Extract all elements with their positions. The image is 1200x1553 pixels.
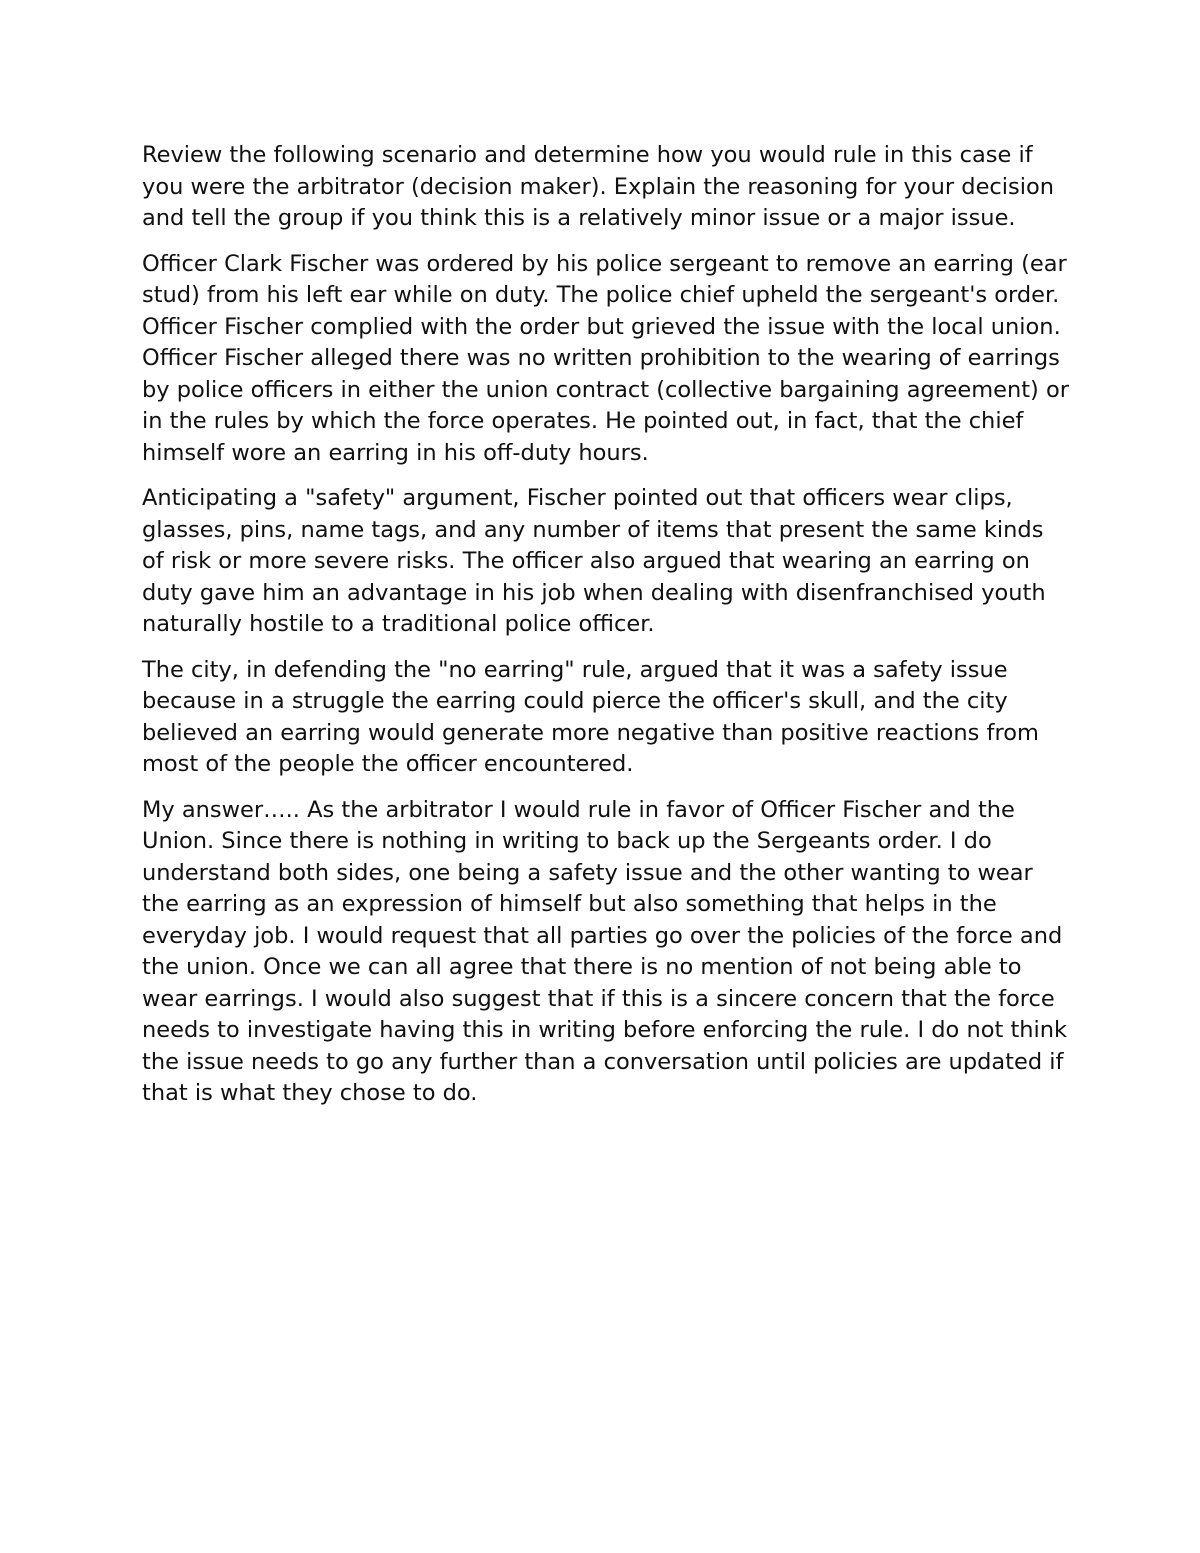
scenario-paragraph: Officer Clark Fischer was ordered by his police sergeant to remove an earring (ear stud) from his left ear while on duty. The police chief upheld the sergeant's order. Officer Fischer complied with the order but grieved the issue with the local union. Officer Fischer alleged there was no written prohibition to the wearing of earrings by police officers in either the union contract (collective bargaining agreement) or in the rules by which the force operates. He pointed out, in fact, that the chief himself wore an earring in his off-duty hours. bbox=[142, 250, 1070, 466]
city-argument-paragraph: The city, in defending the "no earring" rule, argued that it was a safety issue because in a struggle the earring could pierce the officer's skull, and the city believed an earring would generate more negative than positive reactions from most of the people the officer encountered. bbox=[142, 656, 1039, 777]
safety-argument-paragraph: Anticipating a "safety" argument, Fischer pointed out that officers wear clips, glasses, pins, name tags, and any number of items that present the same kinds of risk or more severe risks. The officer also argued that wearing an earring on duty gave him an advantage in his job when dealing with disenfranchised youth naturally hostile to a traditional police officer. bbox=[142, 485, 1046, 637]
answer-paragraph: My answer….. As the arbitrator I would rule in favor of Officer Fischer and the Union. Since there is nothing in writing to back up the Sergeants order. I do understand both sides, one being a safety issue and the other wanting to wear the earring as an expression of himself but also something that helps in the everyday job. I would request that all parties go over the policies of the force and the union. Once we can all agree that there is no mention of not being able to wear earrings. I would also suggest that if this is a sincere concern that the force needs to investigate having this in writing before enforcing the rule. I do not think the issue needs to go any further than a conversation until policies are updated if that is what they chose to do. bbox=[142, 796, 1068, 1106]
document-body bbox=[142, 140, 1072, 1124]
prompt-paragraph: Review the following scenario and determine how you would rule in this case if you were the arbitrator (decision maker). Explain the reasoning for your decision and tell the group if you think this is a relatively minor issue or a major issue. bbox=[142, 142, 1055, 231]
